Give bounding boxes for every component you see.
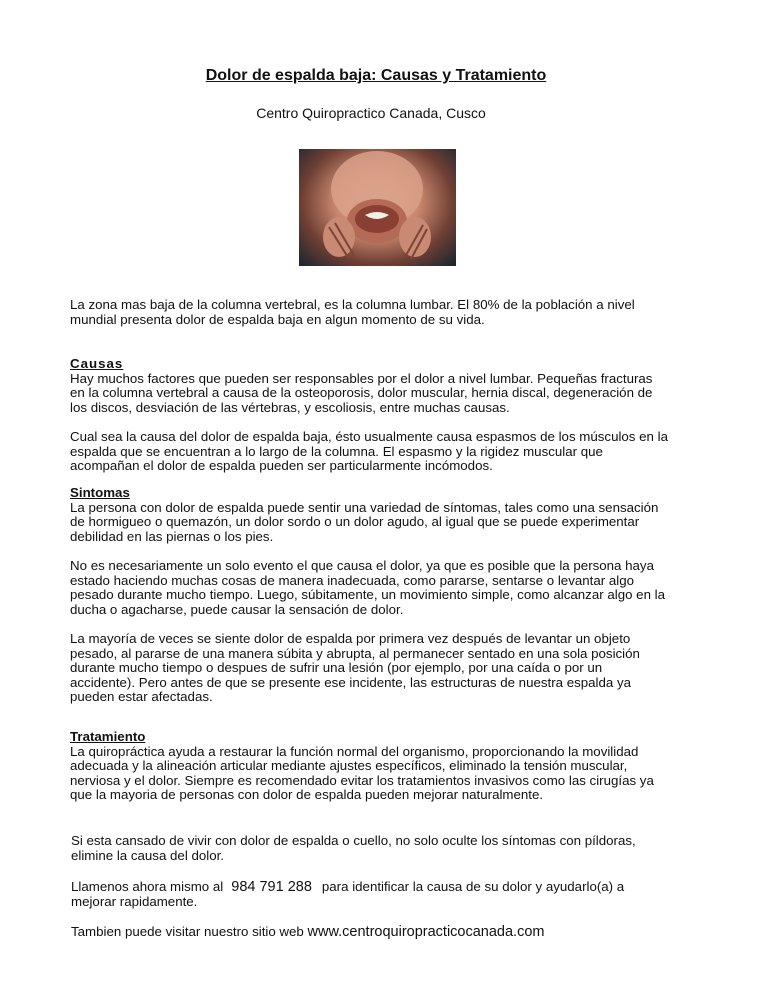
causas-heading: Causas xyxy=(70,356,124,371)
intro-paragraph: La zona mas baja de la columna vertebral, es la columna lumbar. El 80% de la población a nivel mundial presenta dolor de espalda baja en algun momento de su vida. xyxy=(70,297,635,327)
tratamiento-paragraph: La quiropráctica ayuda a restaurar la función normal del organismo, proporcionando la movilidad adecuada y la alineación articular mediante ajustes específicos, eliminado la tensión muscular, nerviosa y el dolor. Siempre es recomendado evitar los tratamientos invasivos como las cirugías ya que la mayoria de personas con dolor de espalda pueden mejorar naturalmente. xyxy=(70,743,654,803)
person-back-pain-photo xyxy=(299,149,456,266)
page-title: Dolor de espalda baja: Causas y Tratamiento xyxy=(205,67,547,84)
cta-message: Si esta cansado de vivir con dolor de espalda o cuello, no solo oculte los síntomas con píldoras, elimine la causa del dolor. xyxy=(71,833,636,863)
sintomas-paragraph: La mayoría de veces se siente dolor de espalda por primera vez después de levantar un objeto pesado, al pararse de una manera súbita y abrupta, al permanecer sentado en una sola posición durante mucho tiempo o despues de sufrir una lesión (por ejemplo, por una caída o por un accidente). Pero antes de que se presente ese incidente, las estructuras de nuestra espalda ya pueden estar afectadas. xyxy=(70,630,640,705)
phone-number[interactable]: 984 791 288 xyxy=(231,879,312,896)
cta-call-suffix: para identificar la causa de su dolor y ayudarlo(a) a xyxy=(321,879,625,895)
tratamiento-section xyxy=(70,730,670,803)
cta-call-line xyxy=(71,880,661,895)
page-subtitle: Centro Quiropractico Canada, Cusco xyxy=(256,105,486,121)
tratamiento-heading: Tratamiento xyxy=(70,729,146,744)
sintomas-section xyxy=(70,486,670,705)
cta-call-suffix-continued: mejorar rapidamente. xyxy=(71,893,198,909)
website-link[interactable]: www.centroquiropracticocanada.com xyxy=(307,924,545,941)
sintomas-paragraph: La persona con dolor de espalda puede sentir una variedad de síntomas, tales como una sensación de hormigueo o quemazón, un dolor sordo o un dolor agudo, al igual que se puede experimentar debilidad en las piernas o los pies. xyxy=(70,499,659,544)
cta-web-prefix: Tambien puede visitar nuestro sitio web xyxy=(71,924,304,940)
causas-paragraph: Cual sea la causa del dolor de espalda baja, ésto usualmente causa espasmos de los músculos en la espalda que se encuentran a lo largo de la columna. El espasmo y la rigidez muscular que acompañan el dolor de espalda pueden ser particularmente incómodos. xyxy=(70,428,668,474)
sintomas-heading: Sintomas xyxy=(70,485,130,500)
cta-web-line xyxy=(71,925,661,940)
call-to-action-section xyxy=(71,834,661,940)
causas-section xyxy=(70,357,670,474)
sintomas-paragraph: No es necesariamente un solo evento el que causa el dolor, ya que es posible que la persona haya estado haciendo muchas cosas de manera inadecuada, como pararse, sentarse o levantar algo pesado durante mucho tiempo. Luego, súbitamente, un movimiento simple, como alcanzar algo en la ducha o agacharse, puede causar la sensación de dolor. xyxy=(70,557,666,617)
intro-section xyxy=(70,298,670,327)
causas-paragraph: Hay muchos factores que pueden ser responsables por el dolor a nivel lumbar. Pequeñas fracturas en la columna vertebral a causa de la osteoporosis, dolor muscular, hernia discal, degeneración de los discos, desviación de las vértebras, y escoliosis, entre muchas causas. xyxy=(70,370,653,415)
cta-call-prefix: Llamenos ahora mismo al xyxy=(71,879,224,895)
